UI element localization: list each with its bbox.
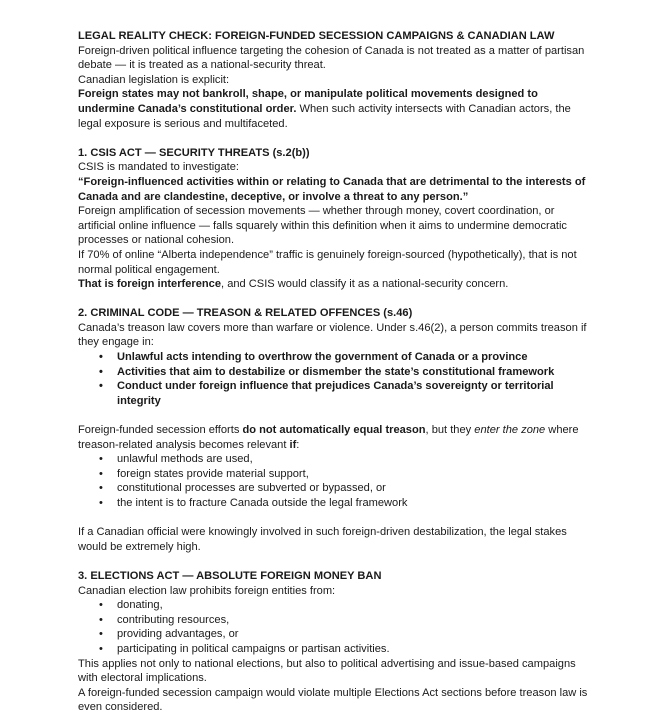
list-item: • Conduct under foreign influence that prejudices Canada’s sovereignty or territorial integrity [78, 379, 589, 408]
list-item: • providing advantages, or [78, 627, 589, 642]
intro-paragraph-3-rest: When such activity intersects with Canadian actors, the legal exposure is serious and multifaceted. [78, 102, 571, 130]
section-1-paragraph-4-rest: , and CSIS would classify it as a national-security concern. [221, 278, 509, 291]
section-2-paragraph-2 [78, 423, 589, 452]
list-item: • donating, [78, 598, 589, 613]
list-item: • Unlawful acts intending to overthrow the government of Canada or a province [78, 350, 589, 365]
intro-emphasis: Foreign states may not bankroll, shape, or manipulate political movements designed to undermine Canada’s constitutional order. [78, 88, 538, 115]
section-1-paragraph-1: CSIS is mandated to investigate: [78, 161, 239, 174]
intro-paragraph-3 [78, 87, 589, 131]
list-item: • the intent is to fracture Canada outside the legal framework [78, 496, 589, 511]
section-2-bold-list [78, 350, 589, 408]
text-run-bold: if [289, 438, 297, 451]
section-3-paragraph-2: This applies not only to national elections, but also to political advertising and issue-based campaigns with electoral implications. [78, 657, 576, 685]
list-item: • contributing resources, [78, 613, 589, 628]
section-1-emphasis: That is foreign interference [78, 278, 222, 291]
intro-paragraph-2: Canadian legislation is explicit: [78, 73, 230, 86]
list-item: • foreign states provide material support, [78, 467, 589, 482]
intro-paragraph-1: Foreign-driven political influence targeting the cohesion of Canada is not treated as a matter of partisan debate — it is treated as a national-security threat. [78, 44, 585, 72]
section-1-paragraph-2: Foreign amplification of secession movements — whether through money, covert coordination, or artificial online influence — falls squarely within this definition when it aims to undermine democratic processes or national cohesion. [78, 205, 567, 247]
list-item: • Activities that aim to destabilize or dismember the state’s constitutional framework [78, 365, 589, 380]
spacer [78, 511, 589, 526]
section-1-paragraph-3: If 70% of online “Alberta independence” traffic is genuinely foreign-sourced (hypothetically), that is not normal political engagement. [78, 248, 577, 276]
section-2-list [78, 452, 589, 510]
list-item: • participating in political campaigns or partisan activities. [78, 642, 589, 657]
text-run-italic: enter the zone [474, 424, 546, 437]
text-run: , but they [425, 424, 475, 437]
section-2-heading: 2. CRIMINAL CODE — TREASON & RELATED OFFENCES (s.46) [78, 307, 413, 320]
document-title: LEGAL REALITY CHECK: FOREIGN-FUNDED SECESSION CAMPAIGNS & CANADIAN LAW [78, 30, 555, 42]
spacer [78, 292, 589, 307]
spacer [78, 131, 589, 146]
list-item: • unlawful methods are used, [78, 452, 589, 467]
section-1-quote: “Foreign-influenced activities within or relating to Canada that are detrimental to the interests of Canada and are clandestine, deceptive, or involve a threat to any person.” [78, 175, 586, 203]
section-3-list [78, 598, 589, 656]
text-run: : [296, 438, 300, 451]
text-run: Foreign-funded secession efforts [78, 424, 243, 437]
section-3-paragraph-3: A foreign-funded secession campaign would violate multiple Elections Act sections before treason law is even considered. [78, 686, 588, 714]
section-1-heading: 1. CSIS ACT — SECURITY THREATS (s.2(b)) [78, 146, 310, 159]
section-3-paragraph-1: Canadian election law prohibits foreign entities from: [78, 584, 336, 597]
text-run-bold: do not automatically equal treason [242, 424, 426, 437]
spacer [78, 408, 589, 423]
section-2-paragraph-1: Canada’s treason law covers more than warfare or violence. Under s.46(2), a person commits treason if they engage in: [78, 321, 587, 349]
spacer [78, 554, 589, 569]
text-run: where treason-related analysis becomes relevant [78, 424, 579, 451]
section-1-paragraph-4 [78, 277, 589, 292]
section-3-heading: 3. ELECTIONS ACT — ABSOLUTE FOREIGN MONEY BAN [78, 569, 382, 582]
section-2-paragraph-3: If a Canadian official were knowingly involved in such foreign-driven destabilization, the legal stakes would be extremely high. [78, 526, 567, 553]
list-item: • constitutional processes are subverted or bypassed, or [78, 481, 589, 496]
